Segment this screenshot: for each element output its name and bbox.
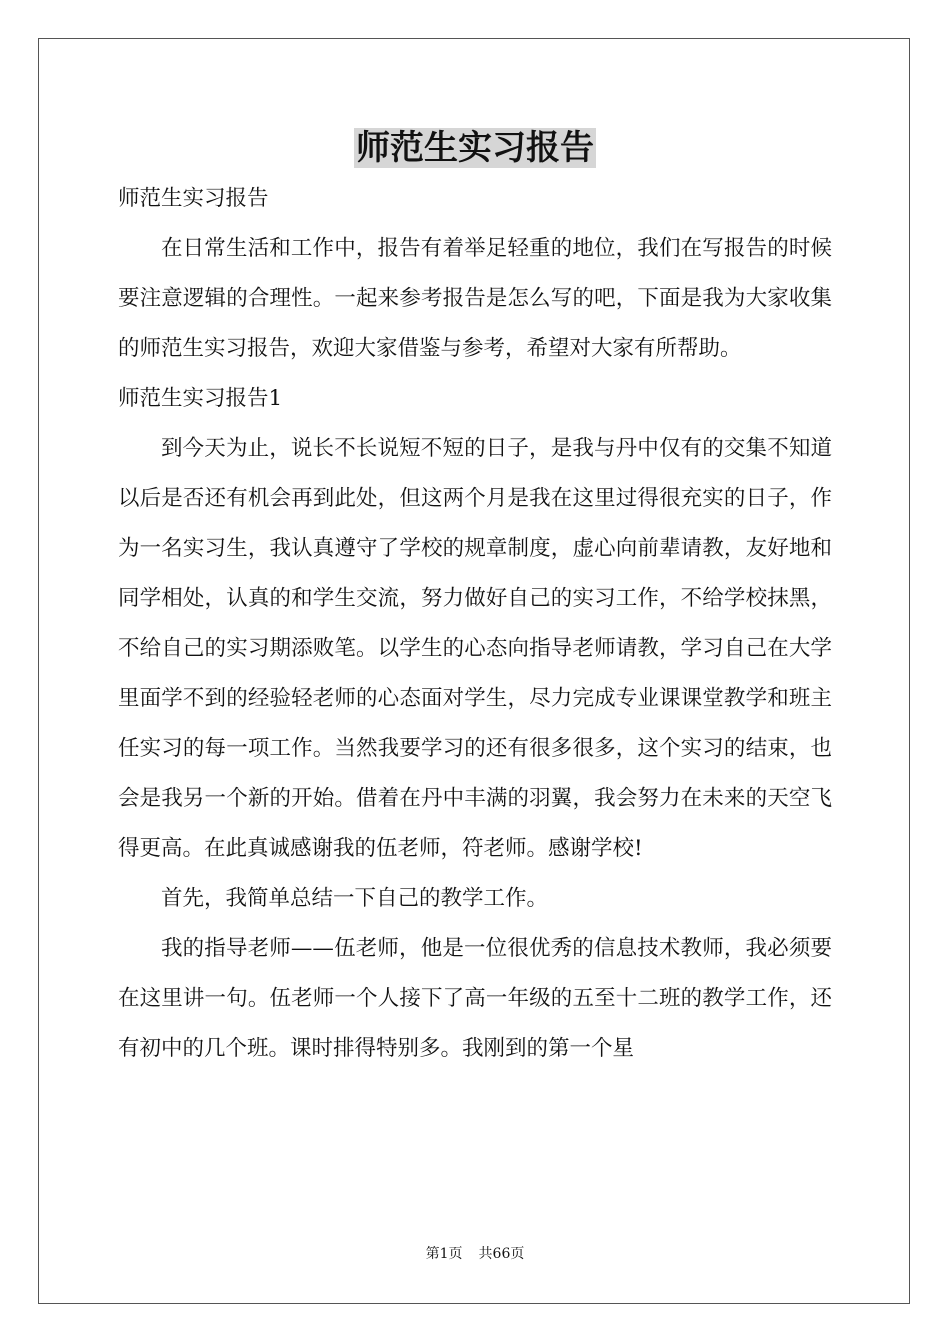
section-heading: 师范生实习报告1 — [118, 386, 283, 411]
body-paragraph: 到今天为止，说长不长说短不短的日子，是我与丹中仅有的交集不知道以后是否还有机会再到此处，但这两个月是我在这里过得很充实的日子，作为一名实习生，我认真遵守了学校的规章制度，虚心向前辈请教，友好地和同学相处，认真的和学生交流，努力做好自己的实习工作，不给学校抹黑，不给自己的实习期添败笔。以学生的心态向指导老师请教，学习自己在大学里面学不到的经验轻老师的心态面对学生，尽力完成专业课课堂教学和班主任实习的每一项工作。当然我要学习的还有很多很多，这个实习的结束，也会是我另一个新的开始。借着在丹中丰满的羽翼，我会努力在未来的天空飞得更高。在此真诚感谢我的伍老师，符老师。感谢学校! — [118, 436, 832, 861]
document-title — [0, 126, 950, 170]
body-paragraph: 我的指导老师——伍老师，他是一位很优秀的信息技术教师，我必须要在这里讲一句。伍老师一个人接下了高一年级的五至十二班的教学工作，还有初中的几个班。课时排得特别多。我刚到的第一个星 — [118, 936, 832, 1061]
body-heading: 师范生实习报告 — [118, 186, 269, 211]
intro-paragraph: 在日常生活和工作中，报告有着举足轻重的地位，我们在写报告的时候要注意逻辑的合理性。一起来参考报告是怎么写的吧，下面是我为大家收集的师范生实习报告，欢迎大家借鉴与参考，希望对大家有所帮助。 — [118, 236, 832, 361]
document-title-text: 师范生实习报告 — [356, 128, 594, 168]
body-paragraph: 首先，我简单总结一下自己的教学工作。 — [161, 886, 549, 911]
page-number: 第1页 — [425, 1246, 463, 1262]
document-body — [118, 174, 832, 1074]
page-footer — [0, 1244, 950, 1264]
page-total: 共66页 — [478, 1246, 525, 1262]
